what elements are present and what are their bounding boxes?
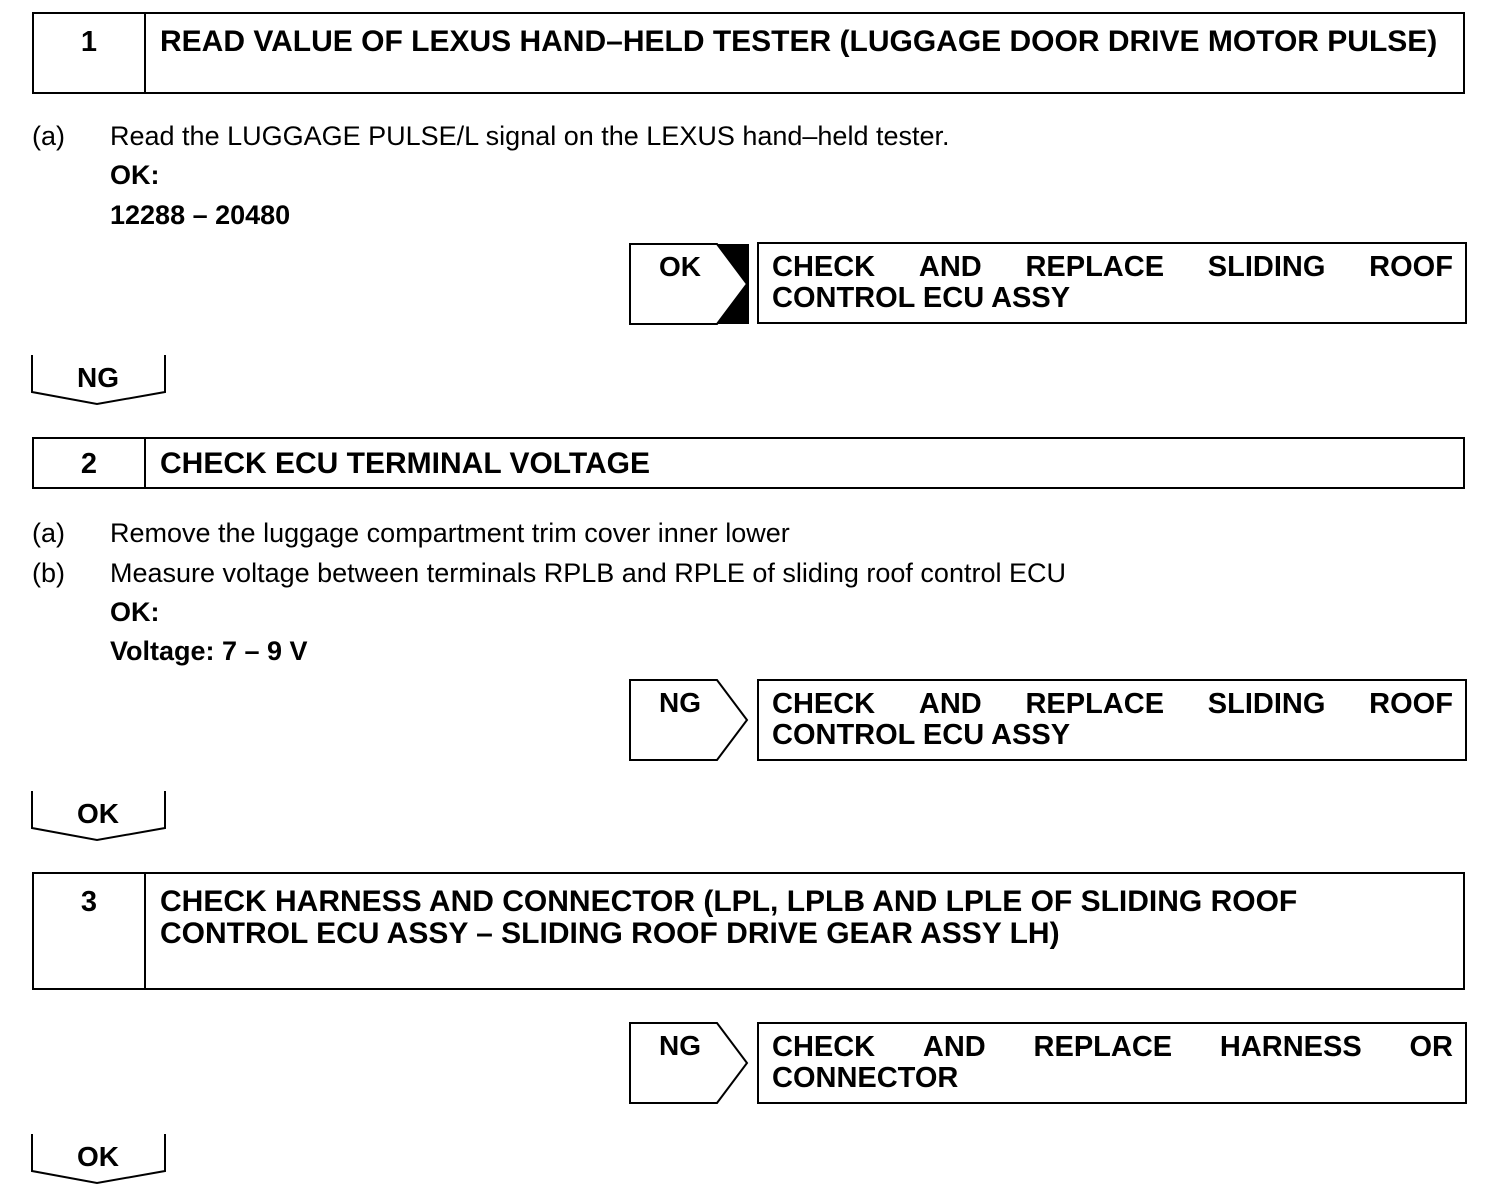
item-label: (a): [32, 121, 65, 151]
continue-label: OK: [77, 798, 119, 829]
result-word: REPLACE: [1033, 1031, 1173, 1063]
step-title: CHECK ECU TERMINAL VOLTAGE: [160, 447, 651, 480]
item-label: (b): [32, 558, 65, 588]
result-line-2: CONTROL ECU ASSY: [772, 282, 1071, 314]
result-word: ROOF: [1369, 688, 1453, 720]
continue-arrow: [31, 1133, 167, 1185]
result-word: CHECK: [772, 1031, 876, 1063]
result-word: OR: [1409, 1031, 1453, 1063]
continue-label: OK: [77, 1141, 119, 1172]
step-number: 1: [34, 14, 146, 92]
result-word: CHECK: [772, 688, 876, 720]
step-2-header: [32, 437, 1465, 489]
branch-label: NG: [659, 1030, 701, 1061]
result-word: HARNESS: [1219, 1031, 1362, 1063]
result-box: [757, 1022, 1467, 1104]
result-word: AND: [918, 251, 982, 283]
step-3-header: [32, 872, 1465, 990]
branch-arrow: [629, 679, 749, 761]
result-word: AND: [922, 1031, 986, 1063]
continue-arrow: [31, 354, 167, 406]
branch-label: OK: [659, 251, 701, 282]
continue-arrow: [31, 790, 167, 842]
result-word: SLIDING: [1207, 251, 1326, 283]
item-text: Read the LUGGAGE PULSE/L signal on the LEXUS hand–held tester.: [110, 121, 950, 151]
step-title: READ VALUE OF LEXUS HAND–HELD TESTER (LUGGAGE DOOR DRIVE MOTOR PULSE): [160, 25, 1438, 58]
ok-label: OK:: [110, 160, 160, 190]
step-number: 2: [34, 439, 146, 487]
result-word: CHECK: [772, 251, 876, 283]
ok-value: Voltage: 7 – 9 V: [110, 636, 308, 666]
result-word: ROOF: [1369, 251, 1453, 283]
result-word: REPLACE: [1025, 251, 1165, 283]
step-1-header: [32, 12, 1465, 94]
result-box: [757, 242, 1467, 324]
step-number: 3: [34, 874, 146, 988]
result-word: REPLACE: [1025, 688, 1165, 720]
step-title: CHECK HARNESS AND CONNECTOR (LPL, LPLB AND LPLE OF SLIDING ROOF CONTROL ECU ASSY – SLIDING ROOF DRIVE GEAR ASSY LH): [160, 885, 1298, 950]
ok-label: OK:: [110, 597, 160, 627]
ok-value: 12288 – 20480: [110, 200, 291, 230]
result-box: [757, 679, 1467, 761]
result-word: AND: [918, 688, 982, 720]
continue-label: NG: [77, 362, 119, 393]
branch-label: NG: [659, 687, 701, 718]
result-line-2: CONTROL ECU ASSY: [772, 719, 1071, 751]
item-label: (a): [32, 518, 65, 548]
item-text: Remove the luggage compartment trim cover inner lower: [110, 518, 790, 548]
result-word: SLIDING: [1207, 688, 1326, 720]
branch-arrow: [629, 1022, 749, 1104]
branch-arrow: [629, 243, 749, 325]
item-text: Measure voltage between terminals RPLB and RPLE of sliding roof control ECU: [110, 558, 1066, 588]
result-line-2: CONNECTOR: [772, 1062, 959, 1094]
